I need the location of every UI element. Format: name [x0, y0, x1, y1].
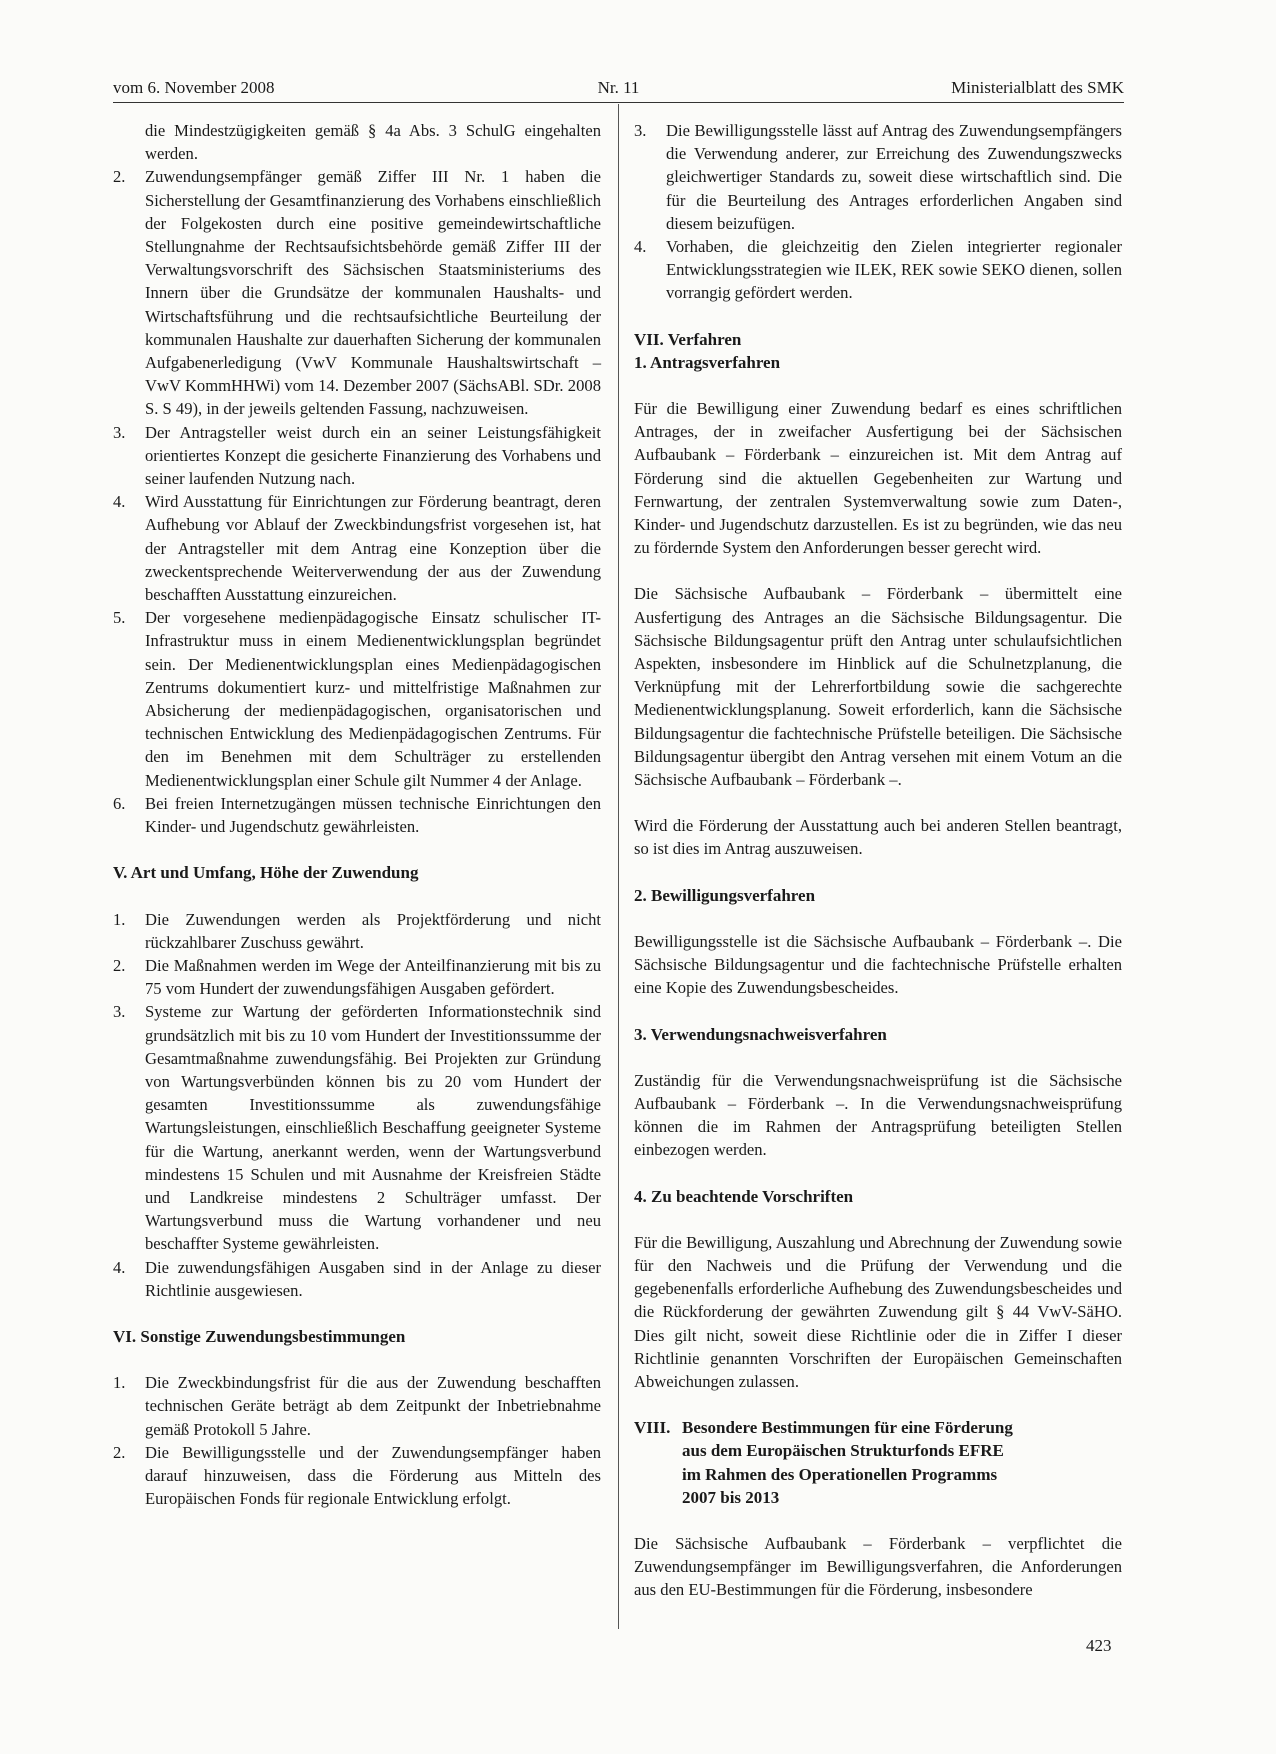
list-item: 6. Bei freien Internetzugängen müssen technische Einrichtungen den Kinder- und Jugendschutz gewährleisten. — [113, 793, 601, 837]
section-heading-viii — [634, 1416, 1122, 1509]
continued-item-text: die Mindestzügigkeiten gemäß § 4a Abs. 3 SchulG eingehalten werden. — [145, 121, 601, 164]
paragraph: Für die Bewilligung, Auszahlung und Abrechnung der Zuwendung sowie für den Nachweis und die Prüfung der Verwendung und die gegebenenfalls erforderliche Aufhebung des Zuwendungsbescheides und die Rückforderung der gewährten Zuwendung gilt § 44 VwV-SäHO. Dies gilt nicht, soweit diese Richtlinie oder die in Ziffer I dieser Richtlinie genannten Vorschriften der Europäischen Gemeinschaften Abweichungen zulassen. — [634, 1232, 1122, 1391]
header-publication: Ministerialblatt des SMK — [951, 78, 1124, 97]
left-column — [113, 119, 601, 1510]
section-heading-v: V. Art und Umfang, Höhe der Zuwendung — [113, 863, 419, 883]
section-heading-vii: VII. Verfahren — [634, 329, 742, 349]
list-item: 2. Die Bewilligungsstelle und der Zuwendungsempfänger haben darauf hinzuweisen, dass die Förderung aus Mitteln des Europäischen Fonds für regionale Entwicklung erfolgt. — [113, 1442, 601, 1509]
column-divider — [618, 104, 619, 1629]
list-section-iv — [113, 165, 601, 838]
header-date: vom 6. November 2008 — [113, 78, 275, 97]
section-heading-viii-line: im Rahmen des Operationellen Programms — [682, 1464, 998, 1484]
list-item: 2. Die Maßnahmen werden im Wege der Anteilfinanzierung mit bis zu 75 vom Hundert der zuwendungsfähigen Ausgaben gefördert. — [113, 955, 601, 999]
paragraph: Die Sächsische Aufbaubank – Förderbank – verpflichtet die Zuwendungsempfänger im Bewilligungsverfahren, die Anforderungen aus den EU-Bestimmungen für die Förderung, insbesondere — [634, 1533, 1122, 1600]
paragraph: Zuständig für die Verwendungsnachweisprüfung ist die Sächsische Aufbaubank – Förderbank –. In die Verwendungsnachweisprüfung können die im Rahmen der Antragsprüfung beteiligten Stellen einbezogen werden. — [634, 1070, 1122, 1160]
page-header — [113, 76, 1124, 100]
paragraph: Die Sächsische Aufbaubank – Förderbank – übermittelt eine Ausfertigung des Antrages an die Sächsische Bildungsagentur. Die Sächsische Bildungsagentur prüft den Antrag unter schulaufsichtlichen Aspekten, insbesondere im Hinblick auf die Schulnetzplanung, die Verknüpfung mit der Lehrerfortbildung sowie die sachgerechte Medienentwicklungsplanung. Soweit erforderlich, kann die Sächsische Bildungsagentur die fachtechnische Prüfstelle beteiligen. Die Sächsische Bildungsagentur übergibt den Antrag versehen mit einem Votum an die Sächsische Aufbaubank – Förderbank –. — [634, 584, 1122, 790]
list-item: 3. Der Antragsteller weist durch ein an seiner Leistungsfähigkeit orientiertes Konzept die gesicherte Finanzierung des Vorhabens und seiner laufenden Nutzung nach. — [113, 422, 601, 489]
header-issue: Nr. 11 — [597, 78, 640, 97]
section-heading-viii-line: 2007 bis 2013 — [682, 1487, 780, 1507]
subheading-verwendungsnachweisverfahren: 3. Verwendungsnachweisverfahren — [634, 1024, 887, 1044]
list-item: 3. Die Bewilligungsstelle lässt auf Antrag des Zuwendungsempfängers die Verwendung anderer, zur Erreichung des Zuwendungszwecks gleichwertiger Standards zu, soweit diese wirtschaftlich sind. Die für die Beurteilung des Antrages erforderlichen Angaben sind diesem beizufügen. — [634, 121, 1122, 233]
right-column — [634, 119, 1122, 1602]
list-item: 5. Der vorgesehene medienpädagogische Einsatz schulischer IT-Infrastruktur muss in einem Medienentwicklungsplan begründet sein. Der Medienentwicklungsplan eines Medienpädagogischen Zentrums dokumentiert kurz- und mittelfristige Maßnahmen zur Absicherung der medienpädagogischen, organisatorischen und technischen Entwicklung des Medienpädagogischen Zentrums. Für den im Benehmen mit dem Schulträger zu erstellenden Medienentwicklungsplan einer Schule gilt Nummer 4 der Anlage. — [113, 608, 601, 790]
list-section-vi-continued — [634, 119, 1122, 305]
header-rule — [113, 102, 1124, 103]
subheading-bewilligungsverfahren: 2. Bewilligungsverfahren — [634, 885, 816, 905]
list-item: 2. Zuwendungsempfänger gemäß Ziffer III Nr. 1 haben die Sicherstellung der Gesamtfinanzierung des Vorhabens einschließlich der Folgekosten durch eine positive gemeindewirtschaftliche Stellungnahme der Rechtsaufsichtsbehörde gemäß Ziffer III der Verwaltungsvorschrift des Sächsischen Staatsministeriums des Innern über die Grundsätze der kommunalen Haushalts- und Wirtschaftsführung und die rechtsaufsichtliche Beurteilung der kommunalen Haushalte zur dauerhaften Sicherung der kommunalen Aufgabenerledigung (VwV Kommunale Haushaltswirtschaft – VwV KommHHWi) vom 14. Dezember 2007 (SächsABl. SDr. 2008 S. S 49), in der jeweils geltenden Fassung, nachzuweisen. — [113, 167, 601, 419]
list-item: 4. Die zuwendungsfähigen Ausgaben sind in der Anlage zu dieser Richtlinie ausgewiesen. — [113, 1257, 601, 1300]
paragraph: Bewilligungsstelle ist die Sächsische Aufbaubank – Förderbank –. Die Sächsische Bildungsagentur und die fachtechnische Prüfstelle erhalten eine Kopie des Zuwendungsbescheides. — [634, 931, 1122, 998]
list-item: 3. Systeme zur Wartung der geförderten Informationstechnik sind grundsätzlich mit bis zu 10 vom Hundert der Investitionssumme der Gesamtmaßnahme zuwendungsfähig. Bei Projekten zur Gründung von Wartungsverbünden können bis zu 20 vom Hundert der gesamten Investitionssumme als zuwendungsfähige Wartungsleistungen, einschließlich Beschaffung geeigneter Systeme für die Wartung, anerkannt werden, wenn der Wartungsverbund mindestens 15 Schulen und mit Ausnahme der Kreisfreien Städte und Landkreise mindestens 2 Schulträger umfasst. Der Wartungsverbund muss die Wartung vorhandener und neu beschaffter Systeme gewährleisten. — [113, 1002, 601, 1254]
page-number: 423 — [1086, 1636, 1112, 1655]
section-heading-viii-line: aus dem Europäischen Strukturfonds EFRE — [682, 1441, 1004, 1461]
list-item: 1. Die Zuwendungen werden als Projektförderung und nicht rückzahlbarer Zuschuss gewährt. — [113, 909, 601, 952]
list-item: 4. Vorhaben, die gleichzeitig den Zielen integrierter regionaler Entwicklungsstrategien wie ILEK, REK sowie SEKO dienen, sollen vorrangig gefördert werden. — [634, 237, 1122, 303]
subheading-antragsverfahren: 1. Antragsverfahren — [634, 352, 781, 372]
subheading-vorschriften: 4. Zu beachtende Vorschriften — [634, 1186, 854, 1206]
list-section-v — [113, 908, 601, 1302]
list-item: 1. Die Zweckbindungsfrist für die aus der Zuwendung beschafften technischen Geräte beträgt ab dem Zeitpunkt der Inbetriebnahme gemäß Protokoll 5 Jahre. — [113, 1373, 601, 1439]
section-heading-viii-line: Besondere Bestimmungen für eine Förderung — [682, 1418, 1013, 1438]
paragraph: Für die Bewilligung einer Zuwendung bedarf es eines schriftlichen Antrages, der in zweifacher Ausfertigung bei der Sächsischen Aufbaubank – Förderbank – einzureichen ist. Mit dem Antrag auf Förderung sind die aktuellen Gegebenheiten zur Wartung und Fernwartung, der zentralen Systemverwaltung sowie zum Daten-, Kinder- und Jugendschutz darzustellen. Es ist zu begründen, wie das neu zu fördernde System den Anforderungen besser gerecht wird. — [634, 399, 1122, 558]
section-heading-vi: VI. Sonstige Zuwendungsbestimmungen — [113, 1326, 406, 1346]
section-heading-viii-number: VIII. — [634, 1418, 671, 1438]
list-section-vi — [113, 1371, 601, 1510]
list-item: 4. Wird Ausstattung für Einrichtungen zur Förderung beantragt, deren Aufhebung vor Ablauf der Zweckbindungsfrist vorgesehen ist, hat der Antragsteller mit dem Antrag eine Konzeption über die zweckentsprechende Weiterverwendung der aus der Zuwendung beschafften Ausstattung einzureichen. — [113, 492, 601, 605]
paragraph: Wird die Förderung der Ausstattung auch bei anderen Stellen beantragt, so ist dies im Antrag auszuweisen. — [634, 816, 1122, 859]
